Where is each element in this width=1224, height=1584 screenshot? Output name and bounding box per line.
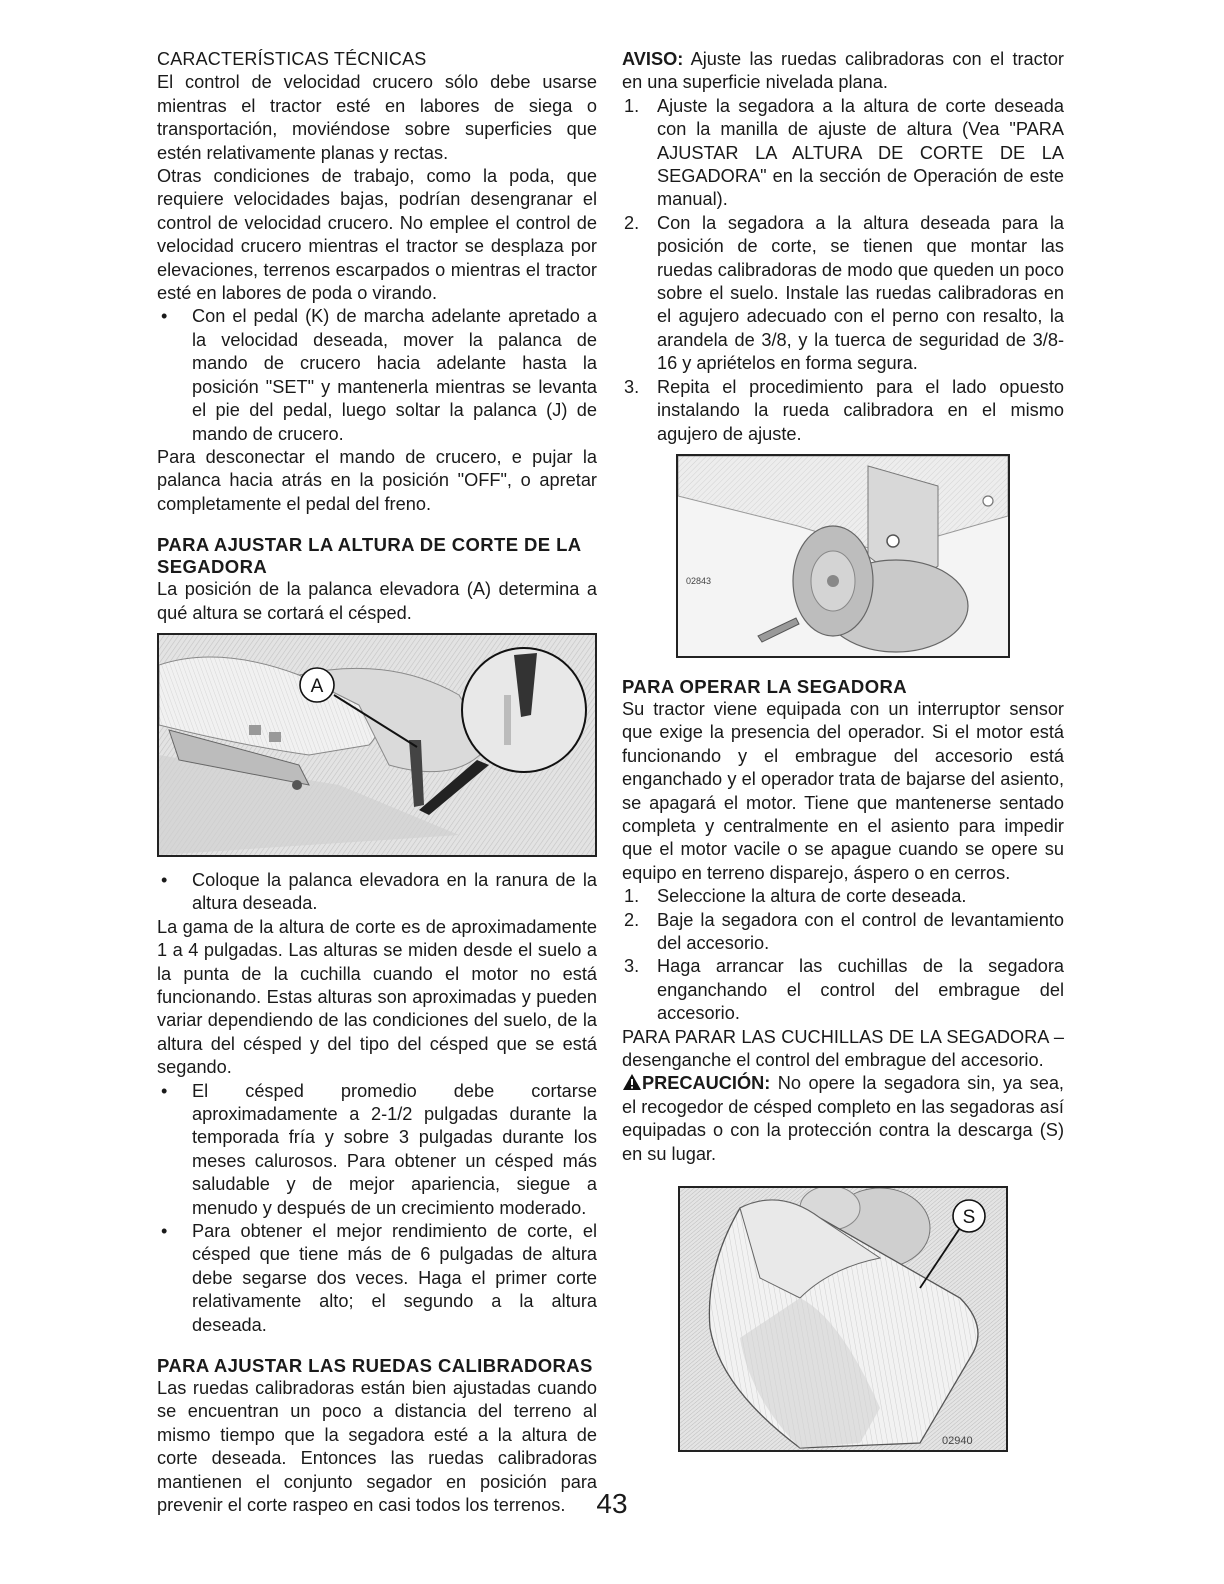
operate-heading: PARA OPERAR LA SEGADORA	[622, 675, 908, 697]
height-heading: PARA AJUSTAR LA ALTURA DE CORTE DE LA SEGADORA	[157, 534, 581, 578]
step-text: Baje la segadora con el control de levantamiento del accesorio.	[657, 909, 1064, 953]
step-number: 3.	[624, 376, 640, 397]
stop-blades-paragraph: PARA PARAR LAS CUCHILLAS DE LA SEGADORA – desenganche el control del embrague del accesorio.	[622, 1026, 1064, 1070]
step-text: Ajuste la segadora a la altura de corte deseada con la manilla de ajuste de altura (Vea "PARA AJUSTAR LA ALTURA DE CORTE DE LA SEGADORA" en la sección de Operación de este manual).	[657, 95, 1064, 210]
cruise-bullet: • Con el pedal (K) de marcha adelante apretado a la velocidad deseada, mover la palanca de mando de crucero hacia adelante hasta la posición "SET" y mantenerla mientras se levanta el pie del pedal, luego soltar la palanca (J) de mando de crucero.	[157, 305, 597, 445]
figure-code: 02843	[686, 575, 712, 586]
lift-lever-figure	[157, 633, 597, 857]
discharge-guard-figure	[678, 1186, 1008, 1452]
discharge-guard-illustration	[680, 1188, 1006, 1450]
wheel-step-1	[622, 95, 1064, 212]
height-paragraph-2: La gama de la altura de corte es de aproximadamente 1 a 4 pulgadas. Las alturas se miden desde el suelo a la punta de la cuchilla cuando el motor no está funcionando. Estas alturas son aproximadas y pueden variar dependiendo de las condiciones del suelo, de la altura del césped y del tipo del césped que se está segando.	[157, 916, 597, 1078]
aviso-paragraph	[622, 48, 1064, 95]
step-number: 2.	[624, 909, 640, 930]
cruise-paragraph-1: El control de velocidad crucero sólo debe usarse mientras el tractor esté en labores de siega o transportación, moviéndose sobre superficies que estén relativamente planas y rectas.	[157, 72, 597, 163]
cruise-paragraph-2: Otras condiciones de trabajo, como la poda, que requiere velocidades bajas, podrían desengranar el control de velocidad crucero. No emplee el control de velocidad crucero mientras el tractor se desplaza por elevaciones, terrenos escarpados o mientras el tractor esté en labores de poda o virando.	[157, 166, 597, 304]
aviso-text: Ajuste las ruedas calibradoras con el tractor en una superficie nivelada plana.	[622, 49, 1064, 93]
callout-a: A	[310, 675, 324, 697]
step-number: 2.	[624, 212, 640, 233]
aviso-label: AVISO:	[622, 49, 684, 69]
step-number: 1.	[624, 95, 640, 116]
right-column	[622, 48, 1064, 1452]
wheels-heading: PARA AJUSTAR LAS RUEDAS CALIBRADORAS	[157, 1355, 593, 1377]
wheels-paragraph: Las ruedas calibradoras están bien ajustadas cuando se encuentran un poco a distancia del terreno al mismo tiempo que la segadora esté a la altura de corte deseada. Entonces las ruedas calibradoras mantienen el conjunto segador en posición para prevenir el corte raspeo en casi todos los terrenos.	[157, 1378, 597, 1516]
left-column	[157, 48, 597, 1518]
figure-code: 02940	[942, 1435, 973, 1448]
step-number: 3.	[624, 956, 640, 977]
height-bullet-3: • Para obtener el mejor rendimiento de corte, el césped que tiene más de 6 pulgadas de altura debe segarse dos veces. Haga el primer corte relativamente alto; el segundo a la altura deseada.	[157, 1220, 597, 1337]
step-text: Seleccione la altura de corte deseada.	[657, 886, 967, 907]
page-number: 43	[596, 1488, 628, 1519]
operate-step-1	[622, 885, 1064, 908]
wheel-step-3	[622, 376, 1064, 446]
gauge-wheel-illustration	[678, 456, 1008, 656]
operate-step-3	[622, 955, 1064, 1025]
wheel-step-2	[622, 212, 1064, 376]
operate-paragraph: Su tractor viene equipada con un interruptor sensor que exige la presencia del operador. Si el motor está funcionando y el embrague del accesorio está enganchado y el operador trata de bajarse del asiento, se apagará el motor. Tiene que mantenerse sentado completa y centralmente en el asiento para impedir que el motor vacile o se apague cuando se opere su equipo en terreno disparejo, áspero o en cerros.	[622, 698, 1064, 883]
caution-text: No opere la segadora sin, ya sea, el recogedor de césped completo en las segadoras así equipadas o con la protección contra la descarga (S) en su lugar.	[622, 1073, 1064, 1164]
step-text: Repita el procedimiento para el lado opuesto instalando la rueda calibradora en el mismo agujero de ajuste.	[657, 376, 1064, 444]
callout-s: S	[962, 1207, 976, 1229]
lift-lever-illustration	[159, 635, 595, 855]
operate-step-2	[622, 909, 1064, 956]
step-number: 1.	[624, 886, 640, 907]
step-text: Con la segadora a la altura deseada para la posición de corte, se tienen que montar las ruedas calibradoras de modo que queden un poco sobre el suelo. Instale las ruedas calibradoras en el agujero adecuado con el perno con resalto, la arandela de 3/8, y la tuerca de seguridad de 3/8-16 y apriételos en forma segura.	[657, 212, 1064, 374]
cruise-paragraph-3: Para desconectar el mando de crucero, e pujar la palanca hacia atrás en la posición "OFF", o apretar completamente el pedal del freno.	[157, 446, 597, 514]
caution-paragraph	[622, 1072, 1064, 1166]
cruise-heading: CARACTERÍSTICAS TÉCNICAS	[157, 49, 427, 69]
step-text: Haga arrancar las cuchillas de la segadora enganchando el control del embrague del accesorio.	[657, 956, 1064, 1024]
height-bullet-1: • Coloque la palanca elevadora en la ranura de la altura deseada.	[157, 869, 597, 916]
height-paragraph: La posición de la palanca elevadora (A) determina a qué altura se cortará el césped.	[157, 579, 597, 623]
gauge-wheel-figure	[676, 454, 1010, 658]
height-bullet-2: • El césped promedio debe cortarse aproximadamente a 2-1/2 pulgadas durante la temporada fría y sobre 3 pulgadas durante los meses calurosos. Para obtener un césped más saludable y de mejor apariencia, siegue a menudo y después de un crecimiento moderado.	[157, 1080, 597, 1220]
caution-label: PRECAUCIÓN:	[642, 1073, 771, 1094]
warning-triangle-icon	[622, 1073, 642, 1091]
